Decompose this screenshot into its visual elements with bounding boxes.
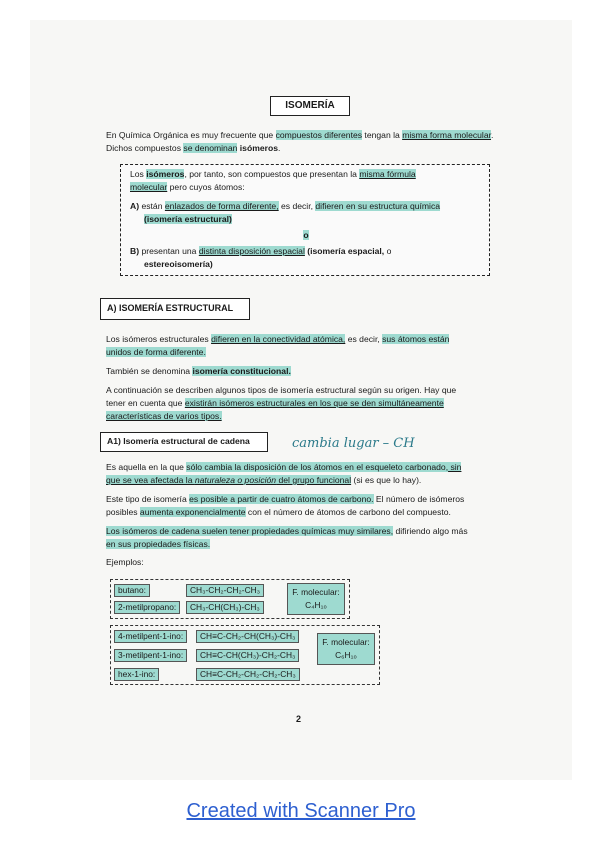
example-name: butano: — [114, 584, 150, 597]
example-formula: CH₃-CH₂-CH₂-CH₃ — [186, 584, 264, 597]
example-name: 2-metilpropano: — [114, 601, 180, 614]
intro-paragraph: En Química Orgánica es muy frecuente que compuestos diferentes tengan la misma forma molecular. Dichos compuestos se denominan isómeros. — [106, 130, 494, 153]
page-title: ISOMERÍA — [270, 96, 350, 116]
page-number: 2 — [296, 714, 302, 724]
example-formula: CH≡C-CH₂-CH₂-CH₂-CH₃ — [196, 668, 300, 681]
example-name: 3-metilpent-1-ino: — [114, 649, 187, 662]
handwritten-note: cambia lugar – CH — [292, 436, 415, 451]
example-formula: CH₃-CH(CH₃)-CH₃ — [186, 601, 264, 614]
section-a-title: A) ISOMERÍA ESTRUCTURAL — [100, 298, 250, 320]
section-a1-title: A1) Isomería estructural de cadena — [100, 432, 268, 452]
example-formula: CH≡C-CH₂-CH(CH₃)-CH₃ — [196, 630, 299, 643]
section-a-text: Los isómeros estructurales difieren en la conectividad atómica, es decir, sus átomos están unidos de forma diferente. También se denomina isomería constitucional. A continuación se describen algunos tipos de isomería estructural según su origen. Hay que tener en cuenta que existirán isómeros estructurales en los que se den simultáneamente características de varios tipos. — [106, 334, 457, 421]
section-a1-text: Es aquella en la que sólo cambia la disposición de los átomos en el esqueleto carbonado, sin que se vea afectada la naturaleza o posición del grupo funcional (si es que lo hay). Este tipo de isomería es posible a partir de cuatro átomos de carbono. El número de isómeros posibles aumenta exponencialmente con el número de átomos de carbono del compuesto. Los isómeros de cadena suelen tener propiedades químicas muy similares, difiriendo algo más en sus propiedades físicas. Ejemplos: — [106, 462, 468, 567]
example-name: 4-metilpent-1-ino: — [114, 630, 187, 643]
molecular-formula-c6h10: F. molecular: C₆H₁₀ — [317, 633, 375, 665]
isomer-definition-text: Los isómeros, por tanto, son compuestos que presentan la misma fórmula molecular pero cuyos átomos: A) están enlazados de forma diferente, es decir, difieren en su estructura química (isomería estructural) o B) presentan una distinta disposición espacial (isomería espacial, o estereoisomería) — [130, 169, 441, 269]
example-formula: CH≡C-CH(CH₃)-CH₂-CH₃ — [196, 649, 299, 662]
example-name: hex-1-ino: — [114, 668, 159, 681]
scanner-pro-link[interactable]: Created with Scanner Pro — [186, 800, 416, 822]
molecular-formula-c4h10: F. molecular: C₄H₁₀ — [287, 583, 345, 615]
